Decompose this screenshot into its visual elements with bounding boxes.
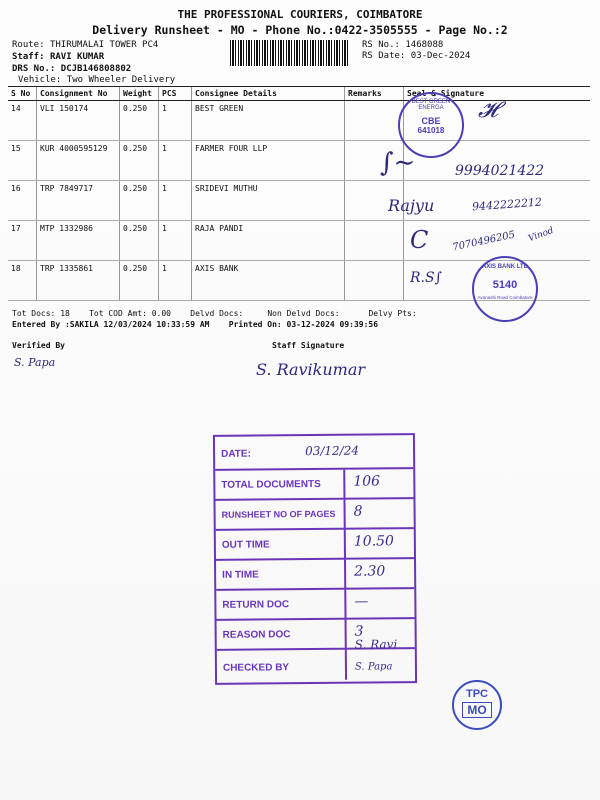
row17-signature: C [410, 226, 429, 254]
row18-signature: R.S∫ [410, 270, 442, 286]
col-weight: Weight [120, 87, 159, 101]
row17-phone: 7070496205 [451, 229, 517, 254]
col-remarks: Remarks [345, 87, 404, 101]
cell-weight: 0.250 [120, 101, 159, 141]
cell-consignee: AXIS BANK [192, 261, 345, 301]
cell-consignment: TRP 7849717 [37, 181, 120, 221]
stamp-row-out-time: OUT TIME 10.50 [216, 527, 414, 561]
stamp-row-checked-by: CHECKED BY S. Ravi S. Papa [217, 647, 415, 681]
cell-consignee: SRIDEVI MUTHU [192, 181, 345, 221]
row15-phone: 9994021422 [455, 163, 545, 179]
verified-by-label: Verified By [12, 341, 65, 350]
route-value: THIRUMALAI TOWER PC4 [49, 40, 159, 50]
cell-remarks [345, 221, 404, 261]
cell-pcs: 1 [159, 141, 192, 181]
rs-date-line: RS Date: 03-Dec-2024 [362, 51, 471, 61]
cell-consignee: BEST GREEN [192, 101, 345, 141]
staff-signature: S. Ravikumar [256, 360, 366, 379]
delivery-summary-stamp [213, 433, 417, 685]
cell-pcs: 1 [159, 221, 192, 261]
cell-pcs: 1 [159, 261, 192, 301]
drs-value: DCJB146808802 [60, 64, 132, 74]
staff-signature-label: Staff Signature [272, 341, 345, 350]
col-signature: Seal & Signature [404, 87, 591, 101]
drs-line: DRS No.: DCJB146808802 [12, 64, 132, 74]
printed-on: Printed On: 03-12-2024 09:39:56 [228, 320, 379, 329]
cell-sno: 14 [8, 101, 37, 141]
rs-no-line: RS No.: 1468088 [362, 40, 444, 50]
row16-signature: Rajyu [388, 196, 435, 215]
axis-bank-seal: AXIS BANK LTD 5140 Avanashi Road Coimbatore [472, 256, 538, 322]
cell-pcs: 1 [159, 101, 192, 141]
vehicle-line: Vehicle: Two Wheeler Delivery [18, 75, 176, 85]
cell-consignment: VLI 150174 [37, 101, 120, 141]
col-pcs: PCS [159, 87, 192, 101]
col-consignee: Consignee Details [192, 87, 345, 101]
tpc-mo-seal: TPC MO [452, 680, 502, 730]
staff-line: Staff: RAVI KUMAR [12, 52, 105, 62]
rs-date-value: 03-Dec-2024 [410, 51, 471, 61]
row16-phone: 9442222212 [471, 195, 543, 214]
tot-docs-value: 18 [60, 309, 70, 318]
cell-pcs: 1 [159, 181, 192, 221]
cell-consignee: FARMER FOUR LLP [192, 141, 345, 181]
stamp-row-total-docs: TOTAL DOCUMENTS 106 [215, 467, 413, 501]
cell-weight: 0.250 [120, 181, 159, 221]
runsheet-title: Delivery Runsheet - MO - Phone No.:0422-3505555 - Page No.:2 [92, 23, 508, 37]
cell-consignment: MTP 1332986 [37, 221, 120, 261]
col-consignment: Consignment No [37, 87, 120, 101]
tot-cod-value: 0.00 [151, 309, 171, 318]
entered-line [12, 320, 378, 329]
barcode [230, 40, 350, 66]
table-row [8, 101, 590, 141]
cell-sno: 18 [8, 261, 37, 301]
cell-consignment: TRP 1335861 [37, 261, 120, 301]
totals-line: Tot Docs: 18 Tot COD Amt: 0.00 Delvd Docs: Non Delvd Docs: Delvy Pts: [12, 309, 417, 318]
vehicle-value: Two Wheeler Delivery [66, 75, 176, 85]
cell-weight: 0.250 [120, 141, 159, 181]
cell-consignment: KUR 4000595129 [37, 141, 120, 181]
stamp-row-return-doc: RETURN DOC — [216, 587, 414, 621]
stamp-row-in-time: IN TIME 2.30 [216, 557, 414, 591]
best-green-seal: BEST GREEN ENERGA CBE 641018 [398, 92, 464, 158]
cell-consignee: RAJA PANDI [192, 221, 345, 261]
stamp-row-reason-doc: REASON DOC 3 [217, 617, 415, 651]
row14-signature: 𝓗 [478, 98, 498, 123]
route-line: Route: THIRUMALAI TOWER PC4 [12, 40, 159, 50]
cell-sno: 17 [8, 221, 37, 261]
stamp-row-pages: RUNSHEET NO OF PAGES 8 [215, 497, 413, 531]
col-sno: S No [8, 87, 37, 101]
company-title: THE PROFESSIONAL COURIERS, COIMBATORE [177, 8, 423, 21]
cell-remarks [345, 101, 404, 141]
table-header-row [8, 87, 590, 101]
cell-sno: 15 [8, 141, 37, 181]
cell-sno: 16 [8, 181, 37, 221]
stamp-row-date: DATE: 03/12/24 [221, 443, 360, 460]
cell-remarks [345, 261, 404, 301]
cell-weight: 0.250 [120, 221, 159, 261]
rs-no-value: 1468088 [405, 40, 444, 50]
staff-value: RAVI KUMAR [49, 52, 105, 62]
entered-by: Entered By :SAKILA 12/03/2024 10:33:59 AM [12, 320, 210, 329]
row15-signature: ∫∼ [380, 148, 416, 178]
verified-signature: S. Papa [14, 356, 56, 369]
cell-weight: 0.250 [120, 261, 159, 301]
row17-name: Vinod [527, 225, 556, 245]
